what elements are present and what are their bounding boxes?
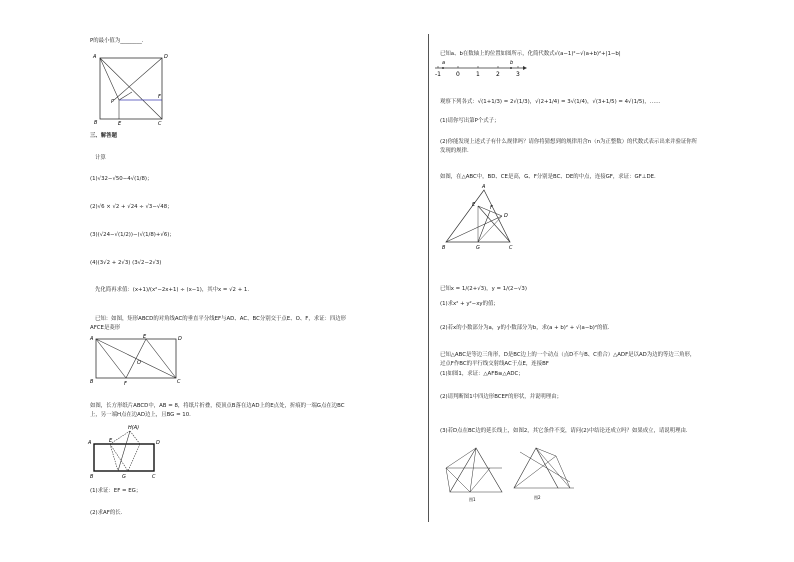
numline-tick-minus1: -1 (435, 71, 441, 78)
equilateral-figure-2 (508, 442, 580, 504)
xy-question-1: (1)求x² + y²−xy的值； (440, 301, 499, 307)
tri-label-g: G (476, 245, 480, 251)
pattern-question-2-line2: 发现的规律. (440, 148, 469, 154)
numline-b-label: b (510, 60, 514, 66)
fold-question-2: (2)求AF的长. (90, 510, 123, 516)
fig1-caption: 图1 (469, 497, 476, 502)
fold-label-e: E (109, 438, 113, 444)
xy-question-2: (2)若x的小数部分为a，y的小数部分为b，求(a + b)² + √(a−b)²的值. (440, 325, 610, 331)
fold-label-d: D (156, 440, 160, 446)
pattern-question-1: (1)请你写出第P个式子； (440, 118, 500, 124)
xy-problem: 已知x = 1/(2+√3)，y = 1/(2−√3) (440, 286, 527, 292)
square-label-p: P (111, 99, 115, 105)
rectangle-figure (88, 334, 188, 388)
equilateral-question-1: (1)如图1，求证：△AFB≅△ADC； (440, 371, 524, 377)
calc-title: 计算 (95, 155, 106, 161)
numline-tick-2: 2 (496, 71, 500, 78)
triangle-problem: 如图，在△ABC中，BD、CE是高，G、F分别是BC、DE的中点，连接GF，求证：GF⊥DE. (440, 174, 656, 180)
square-label-b: B (94, 120, 98, 126)
square-label-e: E (118, 121, 122, 127)
rect-label-o: O (137, 360, 141, 366)
equilateral-problem-line2: 过点F作BC的平行线交射线AC于点E，连接BF (440, 361, 549, 367)
numline-tick-0: 0 (456, 71, 460, 78)
tri-label-e: E (472, 202, 476, 208)
calc-1: (1)√32−√50−4√(1/8)； (90, 176, 153, 182)
calc-4: (4)(3√2 + 2√3) (3√2−2√3) (90, 260, 162, 266)
fold-label-c: C (152, 474, 156, 480)
equilateral-question-2: (2)请判断图1中四边形BCEF的形状，并说明理由； (440, 394, 562, 400)
square-label-d: D (164, 54, 168, 60)
fold-label-b: B (90, 474, 94, 480)
tri-label-f: F (490, 205, 493, 211)
square-label-c: C (158, 121, 162, 127)
square-label-a: A (93, 54, 97, 60)
square-label-f: F (158, 94, 161, 100)
column-divider (428, 34, 429, 522)
fold-label-g: G (122, 474, 126, 480)
fold-problem-line1: 如图，长方形纸片ABCD中，AB = 8，将纸片折叠，使顶点B落在边AD上的E点处，折痕的一端G点在边BC (90, 403, 345, 409)
fold-figure (88, 422, 168, 480)
number-line (433, 59, 529, 79)
numline-tick-3: 3 (516, 71, 520, 78)
rect-label-b: B (90, 379, 94, 385)
fold-question-1: (1)求证：EF = EG； (90, 488, 142, 494)
calc-2: (2)√6 × √2 + √24 ÷ √3−√48； (90, 204, 173, 210)
rect-label-f: F (124, 381, 127, 387)
section-3-heading: 三、解答题 (90, 133, 117, 139)
rect-label-a: A (90, 336, 94, 342)
fig2-caption: 图2 (534, 495, 541, 500)
tri-label-c: C (509, 245, 513, 251)
rect-label-c: C (177, 379, 181, 385)
pattern-question-2-line1: (2)你能发现上述式子有什么规律吗？请你将猜想到的规律用含n（n为正整数）的代数式表示出来并验证你所 (440, 139, 698, 145)
square-figure (92, 52, 172, 126)
rhombus-problem-line1: 已知：如图，矩形ABCD的对角线AC的垂直平分线EF与AD、AC、BC分别交于点E、O、F，求证：四边形 (95, 316, 347, 322)
numline-tick-1: 1 (476, 71, 480, 78)
equilateral-problem-line1: 已知△ABC是等边三角形，D是BC边上的一个动点（点D不与B、C重合）△ADF是以AD为边的等边三角形， (440, 352, 696, 358)
fold-label-h: H(A) (128, 425, 140, 431)
pattern-problem: 观察下列各式：√(1+1/3) = 2√(1/3)，√(2+1/4) = 3√(1/4)，√(3+1/5) = 4√(1/5)，…… (440, 99, 661, 105)
triangle-figure (438, 184, 522, 252)
fold-problem-line2: 上，另一端H点在边AD边上，且BG = 10. (90, 412, 191, 418)
fold-label-a: A (88, 440, 92, 446)
equilateral-question-3: (3)若D点在BC边的延长线上，如图2，其它条件不变，请问(2)中结论还成立吗？如果成立，请说明理由. (440, 428, 688, 434)
tri-label-a: A (482, 184, 486, 190)
tri-label-d: D (504, 213, 508, 219)
rect-label-e: E (143, 334, 147, 340)
simplify-problem: 先化简再求值：(x+1)/(x²−2x+1) ÷ (x−1)，其中x = √2 + 1. (95, 287, 250, 293)
q-min-value: P的最小值为________. (90, 38, 144, 44)
abs-problem: 已知a、b在数轴上的位置如图所示，化简代数式√(a−1)²−√(a+b)²+|1−b| (440, 51, 621, 57)
numline-a-label: a (442, 60, 446, 66)
rhombus-problem-line2: AFCE是菱形 (90, 325, 121, 331)
tri-label-b: B (442, 245, 446, 251)
equilateral-figure-1 (440, 442, 508, 504)
calc-3: (3)(√24−√(1/2))−(√(1/8)+√6)； (90, 232, 175, 238)
rect-label-d: D (178, 336, 182, 342)
